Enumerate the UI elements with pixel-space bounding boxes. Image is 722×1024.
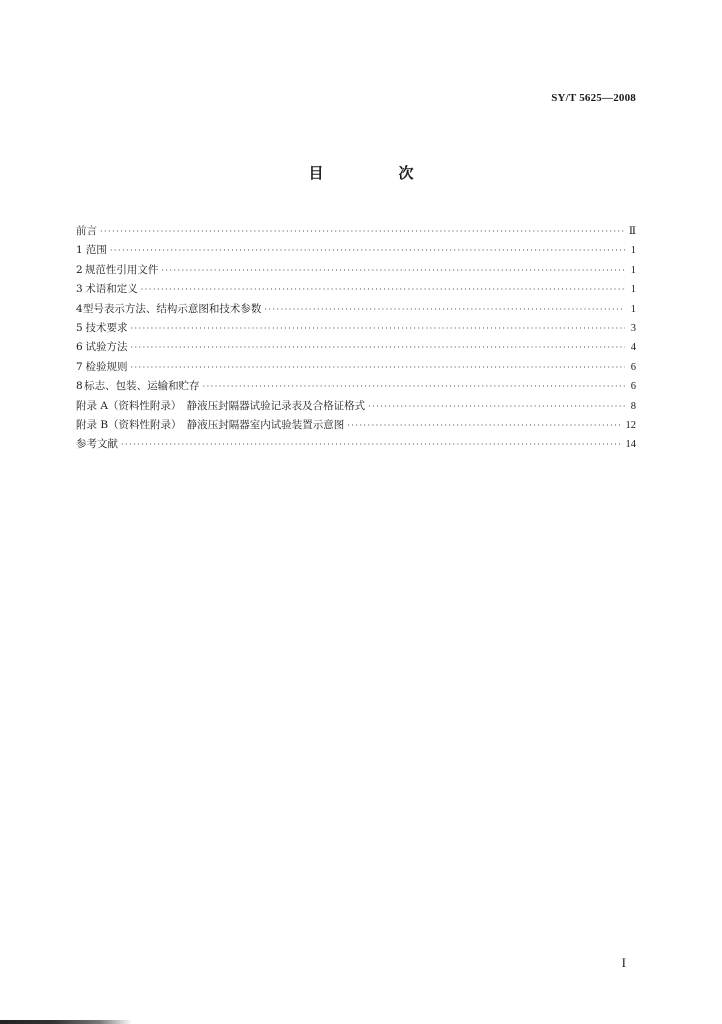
table-of-contents [76, 222, 636, 455]
toc-entry-2[interactable] [76, 261, 636, 280]
toc-entry-label: 附录 A（资料性附录） 静液压封隔器试验记录表及合格证格式 [76, 399, 366, 412]
toc-entry-1[interactable] [76, 241, 636, 260]
toc-entry-7[interactable] [76, 358, 636, 377]
toc-entry-label: 附录 B（资料性附录） 静液压封隔器室内试验装置示意图 [76, 418, 345, 431]
toc-entry-label: 前言 [76, 225, 97, 237]
toc-entry-page: 8 [630, 400, 636, 412]
dot-leader [203, 377, 625, 396]
toc-entry-appendix-b[interactable] [76, 416, 636, 435]
toc-entry-number: 2 [76, 263, 83, 276]
toc-entry-number: 6 [76, 341, 83, 354]
toc-entry-number: 8 [76, 380, 83, 393]
toc-entry-number: 4 [76, 302, 83, 315]
toc-entry-label: 型号表示方法、结构示意图和技术参数 [82, 302, 262, 315]
toc-entry-number: 3 [76, 283, 83, 296]
toc-entry-references[interactable] [76, 435, 636, 454]
toc-entry-appendix-a[interactable] [76, 397, 636, 416]
toc-entry-label: 规范性引用文件 [84, 263, 159, 276]
toc-entry-number: 1 [76, 244, 83, 257]
toc-entry-3[interactable] [76, 280, 636, 299]
dot-leader [264, 300, 625, 319]
toc-entry-number: 5 [76, 321, 83, 334]
toc-entry-label: 范围 [85, 244, 107, 257]
toc-entry-5[interactable] [76, 319, 636, 338]
dot-leader [347, 416, 622, 435]
dot-leader [130, 319, 625, 338]
toc-entry-page: 12 [625, 419, 636, 431]
page-number: I [621, 955, 626, 970]
toc-entry-6[interactable] [76, 338, 636, 357]
dot-leader [100, 222, 625, 241]
toc-entry-label: 技术要求 [85, 321, 128, 334]
toc-entry-4[interactable] [76, 300, 636, 319]
toc-entry-label: 试验方法 [85, 341, 128, 354]
dot-leader [368, 397, 625, 416]
toc-entry-page: 1 [630, 264, 636, 276]
toc-entry-page: 14 [625, 439, 636, 451]
toc-entry-label: 参考文献 [76, 438, 118, 451]
toc-entry-page: 4 [630, 342, 636, 354]
toc-entry-foreword[interactable] [76, 222, 636, 241]
dot-leader [161, 261, 625, 280]
standard-code: SY/T 5625—2008 [551, 92, 636, 104]
dot-leader [110, 241, 625, 260]
toc-entry-page: 6 [630, 381, 636, 393]
dot-leader [141, 280, 625, 299]
toc-title: 目 次 [308, 164, 444, 182]
toc-entry-number: 7 [76, 360, 83, 373]
toc-entry-label: 标志、包装、运输和贮存 [84, 380, 200, 393]
dot-leader [130, 358, 625, 377]
toc-entry-page: 6 [630, 361, 636, 373]
toc-entry-page: 3 [630, 322, 636, 334]
scan-edge-artifact [0, 1020, 132, 1024]
toc-entry-page: Ⅱ [628, 226, 636, 237]
toc-entry-page: 1 [630, 245, 636, 257]
toc-entry-page: 1 [630, 284, 636, 296]
toc-entry-8[interactable] [76, 377, 636, 396]
dot-leader [130, 338, 625, 357]
dot-leader [121, 435, 623, 454]
toc-entry-label: 检验规则 [85, 360, 128, 373]
toc-entry-label: 术语和定义 [85, 283, 138, 296]
toc-entry-page: 1 [630, 303, 636, 315]
